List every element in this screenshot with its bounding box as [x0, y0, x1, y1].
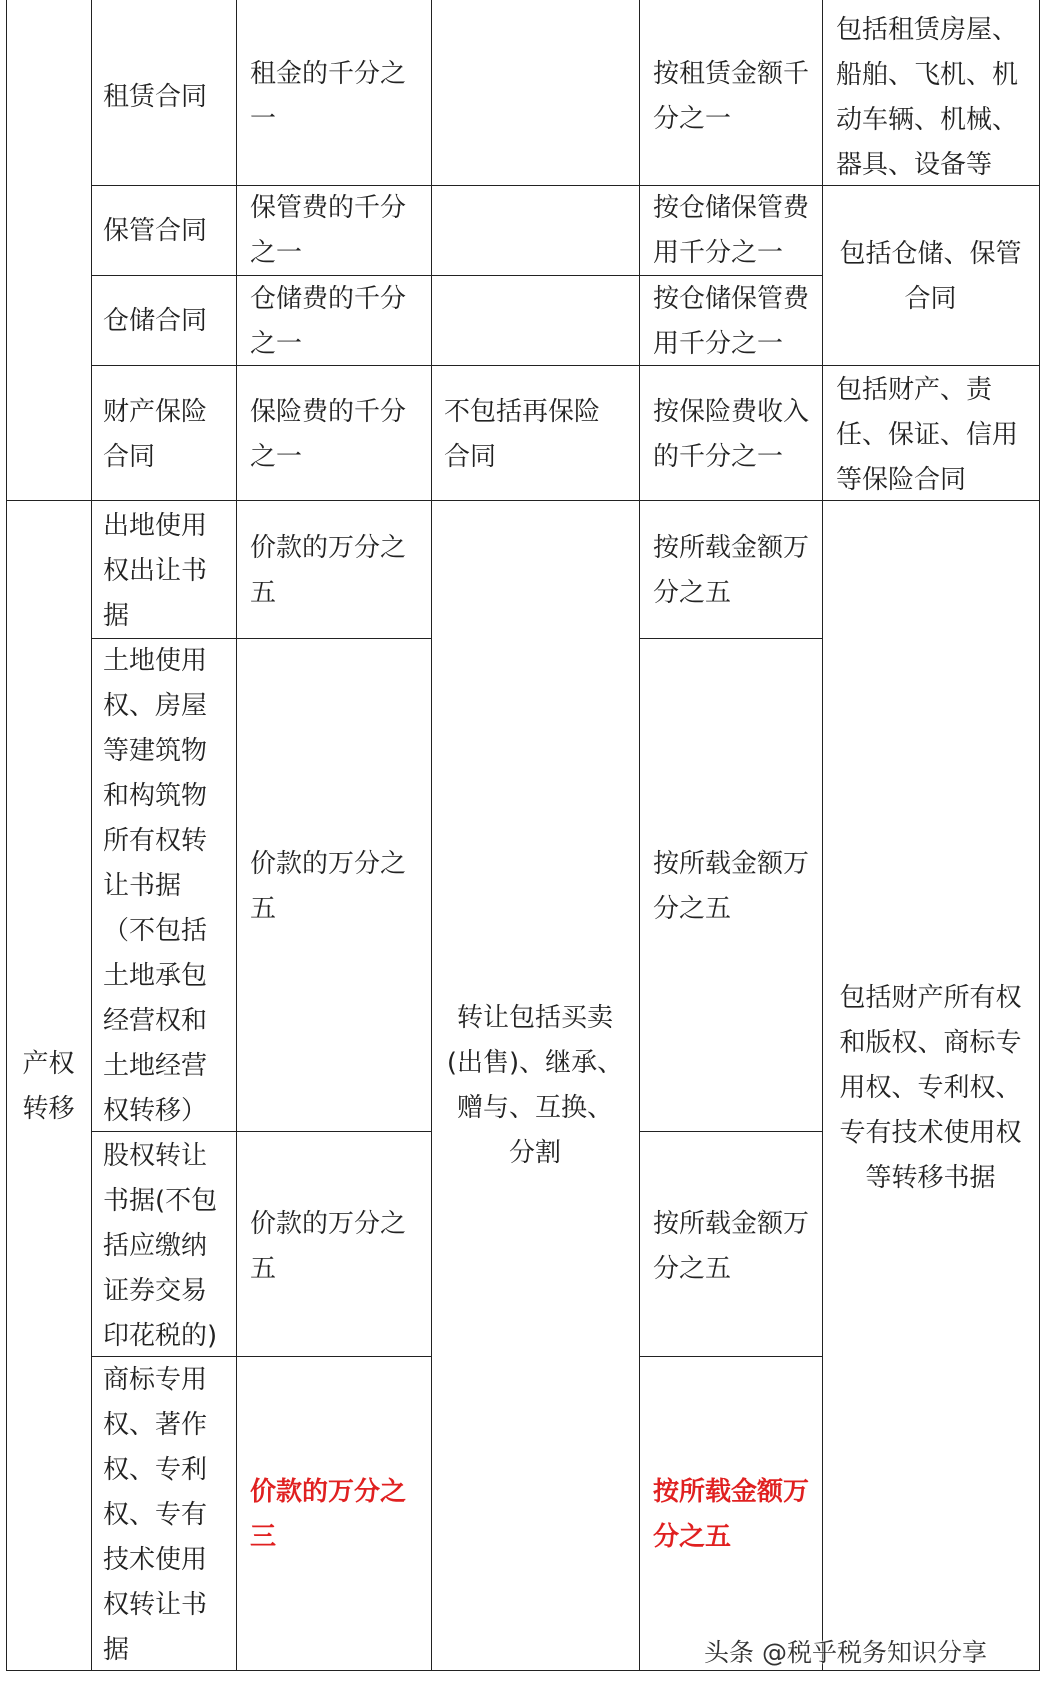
tax-rate: 价款的万分之 五 [250, 849, 407, 924]
tax-basis: 按租赁金额千 分之一 [653, 59, 810, 134]
exclusion-note: 不包括再保险 合同 [444, 397, 601, 472]
contract-name: 股权转让 书据(不包 括应缴纳 证券交易 印花税的) [103, 1141, 218, 1351]
row-line [639, 1356, 822, 1357]
column-line [236, 0, 237, 1671]
tax-basis-highlighted: 按所载金额万 分之五 [653, 1477, 810, 1552]
tax-rate: 仓储费的千分 之一 [250, 284, 407, 359]
contract-name: 商标专用 权、著作 权、专利 权、专有 技术使用 权转让书 据 [103, 1365, 208, 1665]
contract-name: 保管合同 [103, 216, 208, 246]
row-line [639, 638, 822, 639]
tax-basis: 按所载金额万 分之五 [653, 849, 810, 924]
contract-name: 财产保险 合同 [103, 397, 208, 472]
column-line [6, 0, 7, 1671]
scope-note: 包括仓储、保管 合同 [839, 239, 1022, 314]
group-label: 产权 转移 [22, 1049, 75, 1124]
tax-rate-highlighted: 价款的万分之 三 [250, 1477, 407, 1552]
column-line [91, 0, 92, 1671]
source-watermark: 头条 @税乎税务知识分享 [704, 1638, 987, 1667]
scope-note: 包括租赁房屋、 船舶、飞机、机 动车辆、机械、 器具、设备等 [836, 15, 1019, 180]
scope-note: 包括财产、责 任、保证、信用 等保险合同 [836, 375, 1019, 495]
contract-name: 出地使用 权出让书 据 [103, 511, 208, 631]
contract-name: 租赁合同 [103, 82, 208, 112]
tax-rate: 价款的万分之 五 [250, 1209, 407, 1284]
contract-name: 土地使用 权、房屋 等建筑物 和构筑物 所有权转 让书据 （不包括 土地承包 经营权和 土地经营 权转移） [103, 646, 208, 1126]
tax-rate: 价款的万分之 五 [250, 533, 407, 608]
tax-rate: 保管费的千分 之一 [250, 193, 407, 268]
tax-rate: 租金的千分之 一 [250, 59, 407, 134]
tax-basis: 按保险费收入 的千分之一 [653, 397, 810, 472]
transfer-note: 转让包括买卖 (出售)、继承、 赠与、互换、 分割 [446, 1003, 624, 1168]
scope-note: 包括财产所有权 和版权、商标专 用权、专利权、 专有技术使用权 等转移书据 [839, 983, 1022, 1193]
contract-name: 仓储合同 [103, 306, 208, 336]
tax-rate: 保险费的千分 之一 [250, 397, 407, 472]
row-line [91, 365, 1039, 366]
tax-basis: 按所载金额万 分之五 [653, 1209, 810, 1284]
column-line [431, 0, 432, 1671]
column-line [639, 0, 640, 1671]
column-line [1039, 0, 1040, 1671]
tax-basis: 按仓储保管费 用千分之一 [653, 193, 810, 268]
row-line [639, 1131, 822, 1132]
tax-basis: 按所载金额万 分之五 [653, 533, 810, 608]
tax-basis: 按仓储保管费 用千分之一 [653, 284, 810, 359]
